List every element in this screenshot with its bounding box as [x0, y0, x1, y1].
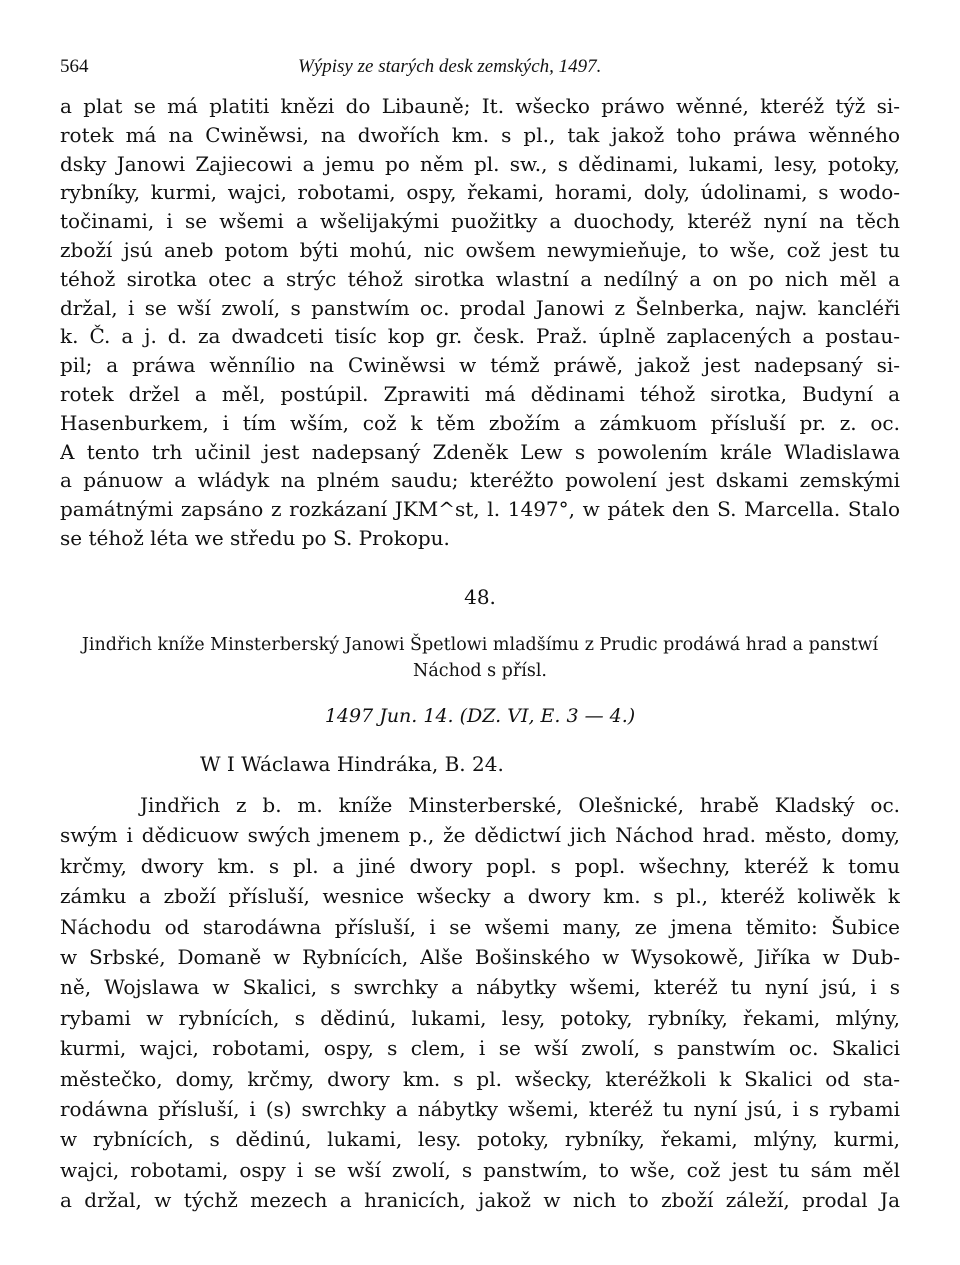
paragraph-2: [60, 790, 900, 1215]
text-line: wajci, robotami, ospy i se wší zwolí, s panstwím, to wše, což jest tu sám měl: [60, 1157, 900, 1182]
text-line: téhož sirotka otec a strýc téhož sirotka wlastní a nedílný a on po nich měl a: [60, 266, 900, 291]
text-line: swým i dědicuow swých jmenem p., že dědictwí jich Náchod hrad. město, domy,: [60, 823, 900, 848]
text-line: w Srbské, Domaně w Rybnících, Alše Bošinského w Wysokowě, Jiříka w Dub-: [60, 944, 900, 969]
rubric-line: Náchod s přísl.: [413, 661, 547, 681]
text-line: rotek držel a měl, postúpil. Zprawiti má dědinami téhož sirotka, Budyní a: [60, 381, 900, 406]
text-line: a pánuow a wládyk na plném saudu; kteréžto powolení jest dskami zemskými: [60, 468, 900, 493]
source-reference: W I Wáclawa Hindráka, B. 24.: [200, 752, 504, 776]
text-line: držal, i se wší zwolí, s panstwím oc. prodal Janowi z Šelnberka, najw. kancléři: [60, 295, 900, 320]
text-line: rybníky, kurmi, wajci, robotami, ospy, řekami, horami, doly, údolinami, s wodo-: [60, 180, 900, 205]
text-line: Náchodu od starodáwna přísluší, i se wšemi many, ze jmena těmito: Šubice: [60, 914, 900, 939]
text-line: rybami w rybnících, s dědinú, lukami, lesy, potoky, rybníky, řekami, mlýny,: [60, 1005, 900, 1030]
text-line: zboží jsú aneb potom býti mohú, nic owšem newymieňuje, to wše, což jest tu: [60, 237, 900, 262]
rubric-line: Jindřich kníže Minsterberský Janowi Špetlowi mladšímu z Prudic prodáwá hrad a panstwí: [81, 635, 879, 655]
text-line: A tento trh učinil jest nadepsaný Zdeněk Lew s powolením krále Wladislawa: [60, 439, 900, 464]
dateline: 1497 Jun. 14. (DZ. VI, E. 3 — 4.): [324, 705, 636, 727]
paragraph-1: [60, 92, 900, 553]
text-line: dsky Janowi Zajiecowi a jemu po něm pl. sw., s dědinami, lukami, lesy, potoky,: [60, 151, 900, 176]
text-line: městečko, domy, krčmy, dwory km. s pl. wšecky, kteréžkoli k Skalici od sta-: [60, 1066, 900, 1091]
running-title: Wýpisy ze starých desk zemských, 1497.: [298, 56, 602, 77]
text-line: a držal, w týchž mezech a hranicích, jakož w nich to zboží záleží, prodal Ja: [60, 1188, 900, 1213]
text-line: rodáwna přísluší, i (s) swrchky a nábytky wšemi, kteréž tu nyní jsú, i s rybami: [60, 1096, 900, 1121]
text-line: pil; a práwa wěnnílio na Cwiněwsi w témž práwě, jakož jest nadepsaný si-: [60, 353, 900, 378]
text-line: se téhož léta we středu po S. Prokopu.: [60, 525, 450, 550]
text-line: památnými zapsáno z rozkázaní JKM^st, l. 1497°, w pátek den S. Marcella. Stalo: [60, 497, 900, 522]
section-number: 48.: [464, 585, 496, 609]
text-line: rotek má na Cwiněwsi, na dwořích km. s pl., tak jakož toho práwa wěnného: [60, 122, 900, 147]
text-line: w rybnících, s dědinú, lukami, lesy. potoky, rybníky, řekami, mlýny, kurmi,: [60, 1127, 900, 1152]
text-line: krčmy, dwory km. s pl. a jiné dwory popl. s popl. wšechny, kteréž k tomu: [60, 853, 900, 878]
text-line: ně, Wojslawa w Skalici, s swrchky a nábytky wšemi, kteréž tu nyní jsú, i s: [60, 975, 900, 1000]
text-line: Hasenburkem, i tím wším, což k těm zbožím a zámkuom přísluší pr. z. oc.: [60, 410, 900, 435]
text-line: Jindřich z b. m. kníže Minsterberské, Olešnické, hrabě Kladský oc.: [140, 793, 900, 817]
text-line: a plat se má platiti knězi do Libauně; It. wšecko práwo wěnné, kteréž týž si-: [60, 94, 900, 118]
running-header: [60, 56, 910, 86]
text-line: točinami, i se wšemi a wšelijakými puožitky a duochody, kteréž nyní na těch: [60, 209, 900, 234]
document-rubric: [60, 632, 900, 684]
page-number: 564: [60, 56, 89, 77]
text-line: k. Č. a j. d. za dwadceti tisíc kop gr. česk. Praž. úplně zaplacených a postau-: [60, 324, 900, 349]
text-line: zámku a zboží přísluší, wesnice wšecky a dwory km. s pl., kteréž koliwěk k: [60, 884, 900, 909]
text-line: kurmi, wajci, robotami, ospy, s clem, i se wší zwolí, s panstwím oc. Skalici: [60, 1036, 900, 1061]
